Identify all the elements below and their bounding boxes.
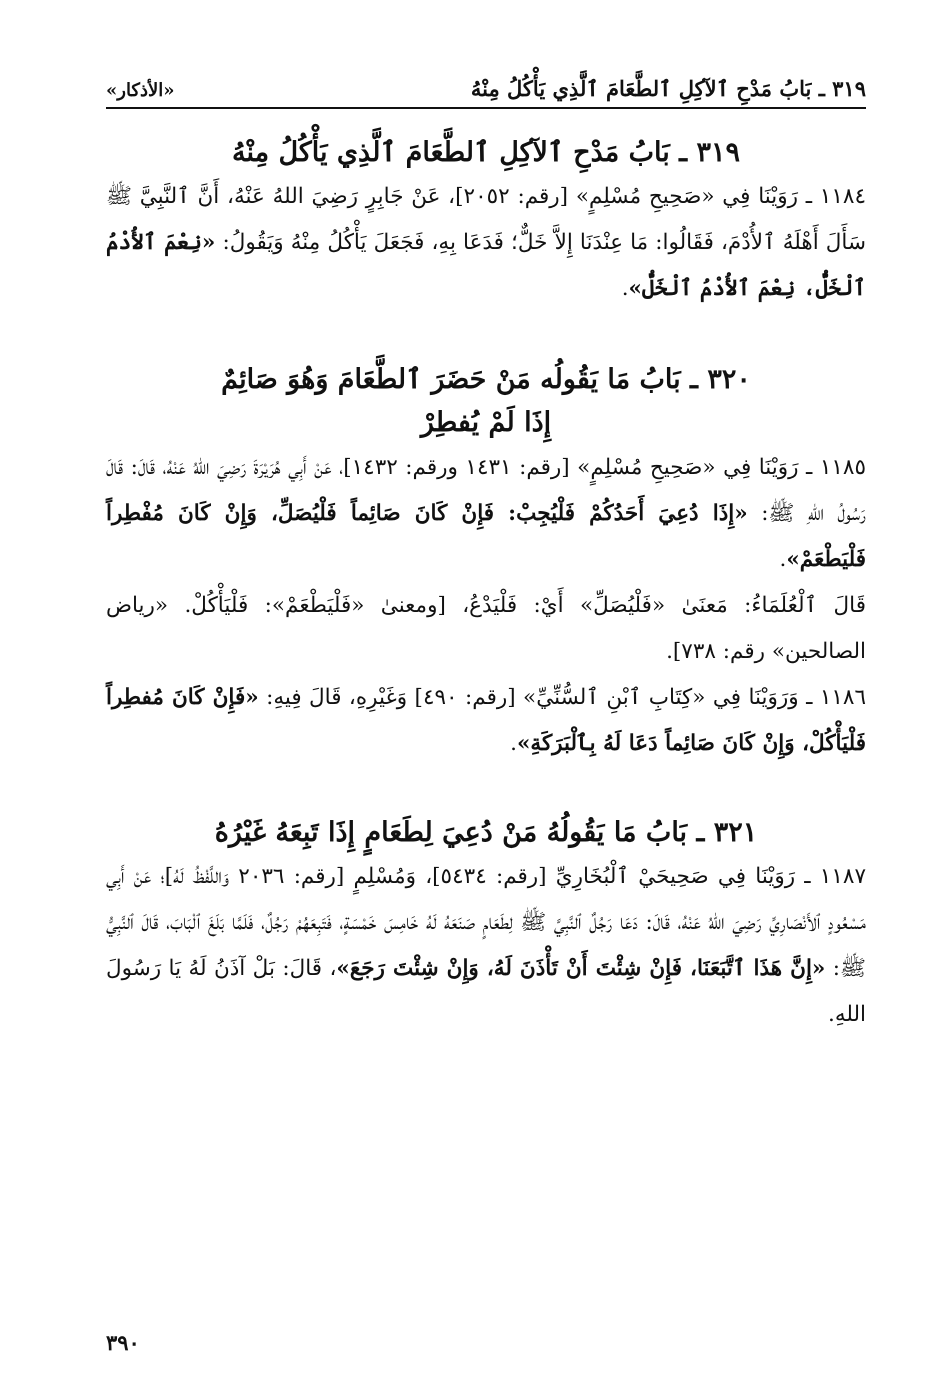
page-number: ٣٩٠ [106,1330,140,1355]
hadith-1187: ١١٨٧ ـ رَوَيْنَا فِي صَحِيحَيْ ٱلْبُخَارِيِّ [رقم: ٥٤٣٤]، وَمُسْلِمٍ [رقم: ٢٠٣٦ وَاللَّفْظُ لَهُ]؛ عَنْ أَبِي مَسْعُودٍ ٱلأَنْصَارِيِّ رَضِيَ اللهُ عَنْهُ، قَالَ: دَعَا رَجُلٌ ٱلنَّبِيَّ ﷺ لِطَعَامٍ صَنَعَهُ لَهُ خَامِسَ خَمْسَةٍ، فَتَبِعَهُمْ رَجُلٌ، فَلَمَّا بَلَغَ ٱلْبَابَ، قَالَ ٱلنَّبِيُّ ﷺ: «إِنَّ هَذَا ٱتَّبَعَنَا، فَإِنْ شِئْتَ أَنْ تَأْذَنَ لَهُ، وَإِنْ شِئْتَ رَجَعَ»، قَالَ: بَلْ آذَنُ لَهُ يَا رَسُولَ اللهِ. [106,863,866,1027]
hadith-1186: ١١٨٦ ـ وَرَوَيْنَا فِي «كِتَابِ ٱبْنِ ٱلسُّنِّيِّ» [رقم: ٤٩٠] وَغَيْرِهِ، قَالَ فِيهِ: «فَإِنْ كَانَ مُفطِراً فَلْيَأْكُلْ، وَإِنْ كَانَ صَائِماً دَعَا لَهُ بِٱلْبَرَكَةِ». [106,684,867,756]
running-chapter-title: ٣١٩ ـ بَابُ مَدْحِ ٱلآكِلِ ٱلطَّعَامَ ٱلَّذِي يَأْكُلُ مِنْهُ [470,76,866,101]
section-320 [106,358,866,766]
running-book-title: «الأذكار» [106,80,175,101]
section-heading: ٣٢١ ـ بَابُ مَا يَقُولُهُ مَنْ دُعِيَ لِطَعَامٍ إِذَا تَبِعَهُ غَيْرُهُ [214,816,758,848]
hadith-1184: ١١٨٤ ـ رَوَيْنَا فِي «صَحِيحِ مُسْلِمٍ» [رقم: ٢٠٥٢]، عَنْ جَابِرٍ رَضِيَ اللهُ عَنْهُ، أَنَّ ٱلنَّبِيَّ ﷺ سَأَلَ أَهْلَهُ ٱلأُدْمَ، فَقَالُوا: مَا عِنْدَنَا إِلاَّ خَلٌّ؛ فَدَعَا بِهِ، فَجَعَلَ يَأْكُلُ مِنْهُ وَيَقُولُ: «نِعْمَ ٱلأُدْمُ ٱلْخَلُّ، نِعْمَ ٱلأُدْمُ ٱلْخَلُّ». [106,184,866,302]
scholars-note: قَالَ ٱلْعُلَمَاءُ: مَعنَىٰ «فَلْيُصَلِّ» أَيْ: فَلْيَدْعُ، [ومعنىٰ «فَلْيَطْعَمْ»: فَلْيَأْكُلْ. «رياض الصالحين» رقم: ٧٣٨]. [106,592,866,664]
section-319 [106,131,866,312]
page [106,76,866,1038]
hadith-1185: ١١٨٥ ـ رَوَيْنَا فِي «صَحِيحِ مُسْلِمٍ» [رقم: ١٤٣١ ورقم: ١٤٣٢]، عَنْ أَبِي هُرَيْرَةَ رَضِيَ اللهُ عَنْهُ، قَالَ: قَالَ رَسُولُ اللهِ ﷺ: «إِذَا دُعِيَ أَحَدُكُمْ فَلْيُجِبْ: فَإِنْ كَانَ صَائِماً فَلْيُصَلِّ، وَإِنْ كَانَ مُفْطِراً فَلْيَطْعَمْ». [106,454,867,572]
section-321 [106,811,866,1038]
section-heading: ٣٢٠ ـ بَابُ مَا يَقُولُه مَنْ حَضَرَ ٱلطَّعَامَ وَهُوَ صَائِمٌ إِذَا لَمْ يُفطِرْ [221,364,751,439]
section-heading: ٣١٩ ـ بَابُ مَدْحِ ٱلآكِلِ ٱلطَّعَامَ ٱلَّذِي يَأْكُلُ مِنْهُ [231,137,740,168]
running-header [106,76,866,109]
